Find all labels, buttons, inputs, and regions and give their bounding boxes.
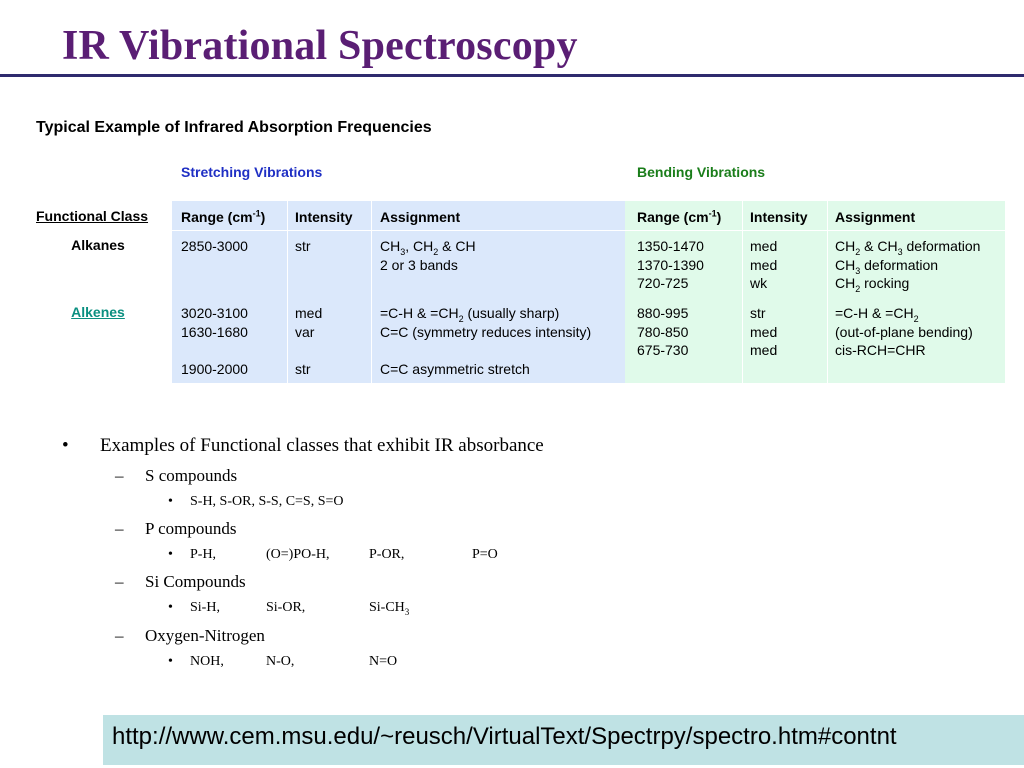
- alkene-bend-assignment: =C-H & $=CH_2$ (out-of-plane bending) cis-RCH=CHR: [835, 305, 973, 358]
- stretching-group-label: Stretching Vibrations: [181, 164, 323, 180]
- bullet-marker: •: [168, 547, 173, 562]
- functional-class-header: Functional Class: [36, 208, 149, 224]
- p-item: P=O: [472, 547, 498, 562]
- column-divider: [371, 201, 372, 383]
- column-divider: [287, 201, 288, 383]
- alkane-bend-intensity: med med wk: [750, 238, 778, 291]
- dash-marker: –: [115, 466, 124, 485]
- s-compounds-list: S-H, S-OR, S-S, C=S, S=O: [190, 494, 344, 509]
- bullet-oxygen-nitrogen: Oxygen-Nitrogen: [145, 626, 265, 645]
- alkene-bend-range: 880-995 780-850 675-730: [637, 305, 689, 358]
- bullet-p-compounds: P compounds: [145, 519, 237, 538]
- bullet-si-compounds: Si Compounds: [145, 572, 246, 591]
- bend-intensity-header: Intensity: [750, 209, 808, 225]
- bend-range-header: Range $(cm^{-1})$: [637, 208, 722, 225]
- si-item: $Si-CH_3$: [369, 600, 410, 617]
- alkane-bend-assignment: $CH_2$ & $CH_3$ deformation $CH_3$ deformation $CH_2$ rocking: [835, 238, 981, 294]
- alkane-stretch-assignment: $CH_3$, $CH_2$ & CH 2 or 3 bands: [380, 238, 476, 273]
- alkene-bend-intensity: str med med: [750, 305, 778, 358]
- column-divider: [742, 201, 743, 383]
- p-item: P-OR,: [369, 547, 405, 562]
- page-title: IR Vibrational Spectroscopy: [62, 23, 578, 69]
- bullet-marker: •: [62, 435, 69, 456]
- bullet-marker: •: [168, 600, 173, 615]
- on-item: NOH,: [190, 654, 224, 669]
- alkane-stretch-intensity: str: [295, 238, 311, 254]
- alkane-stretch-range: 2850-3000: [181, 238, 248, 254]
- alkene-stretch-assignment: =C-H & $=CH_2$ (usually sharp) C=C (symmetry reduces intensity) C=C asymmetric stretch: [380, 305, 592, 377]
- dash-marker: –: [115, 572, 124, 591]
- alkene-stretch-range: 3020-3100 1630-1680 1900-2000: [181, 305, 248, 377]
- bullet-marker: •: [168, 494, 173, 509]
- dash-marker: –: [115, 626, 124, 645]
- on-item: N-O,: [266, 654, 295, 669]
- alkene-stretch-intensity: med var str: [295, 305, 323, 377]
- dash-marker: –: [115, 519, 124, 538]
- p-item: P-H,: [190, 547, 217, 562]
- bullet-marker: •: [168, 654, 173, 669]
- stretch-assignment-header: Assignment: [380, 209, 461, 225]
- stretch-intensity-header: Intensity: [295, 209, 353, 225]
- column-divider: [827, 201, 828, 383]
- si-item: Si-OR,: [266, 600, 306, 615]
- p-item: (O=)PO-H,: [266, 547, 330, 562]
- si-item: Si-H,: [190, 600, 220, 615]
- stretch-range-header: Range $(cm^{-1})$: [181, 208, 266, 225]
- header-divider: [172, 230, 1005, 231]
- class-alkenes-link[interactable]: Alkenes: [71, 304, 125, 320]
- bullet-s-compounds: S compounds: [145, 466, 238, 485]
- table-caption: Typical Example of Infrared Absorption Frequencies: [36, 119, 432, 136]
- bullet-main: Examples of Functional classes that exhibit IR absorbance: [100, 435, 544, 456]
- alkane-bend-range: 1350-1470 1370-1390 720-725: [637, 238, 704, 291]
- source-url-link[interactable]: http://www.cem.msu.edu/~reusch/VirtualText/Spectrpy/spectro.htm#contnt: [112, 723, 897, 750]
- bending-group-label: Bending Vibrations: [637, 164, 766, 180]
- class-alkanes: Alkanes: [71, 237, 125, 253]
- bend-assignment-header: Assignment: [835, 209, 916, 225]
- title-divider: [0, 74, 1024, 77]
- on-item: N=O: [369, 654, 398, 669]
